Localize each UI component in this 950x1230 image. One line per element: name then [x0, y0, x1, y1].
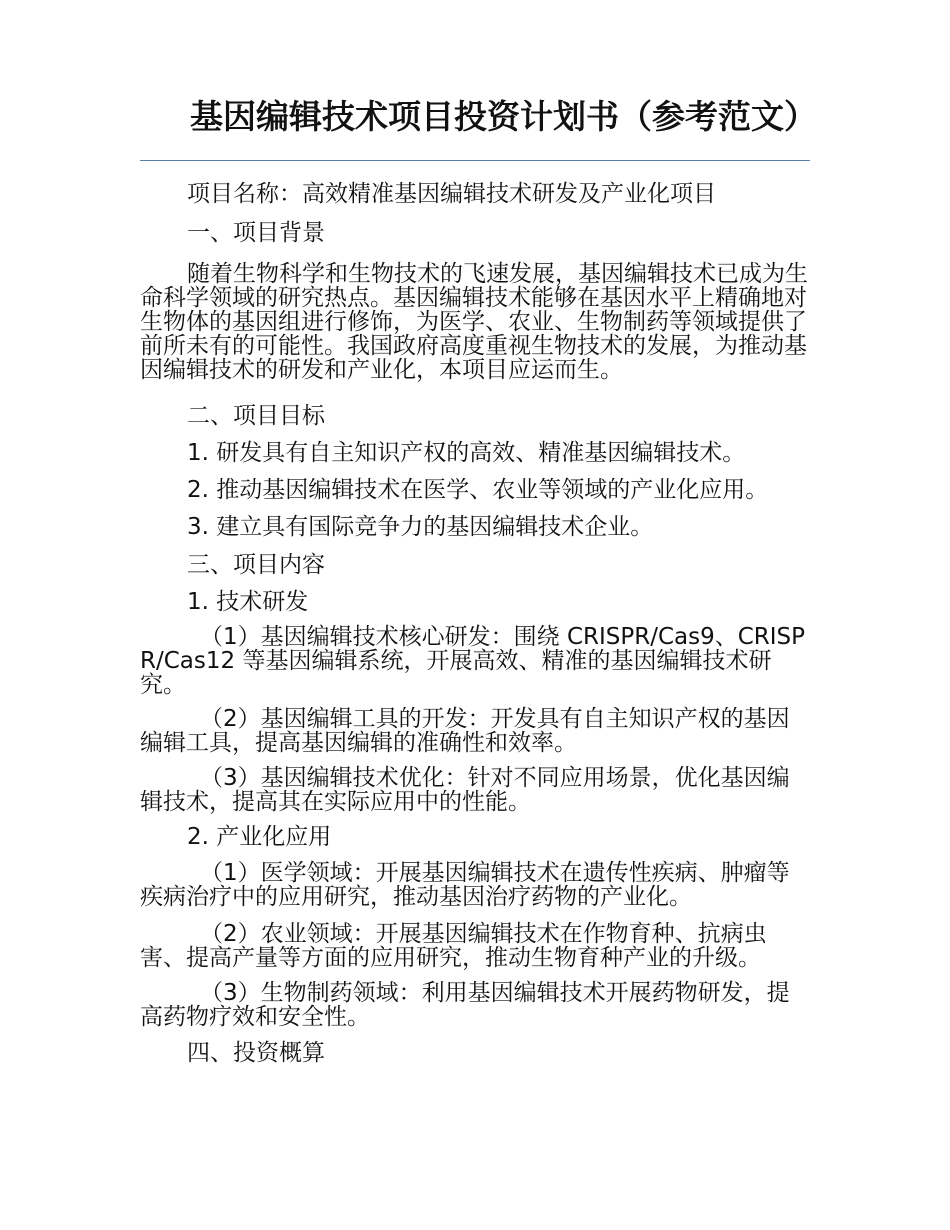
section-heading-content: 三、项目内容: [187, 552, 325, 578]
section-heading-goals: 二、项目目标: [187, 403, 325, 429]
section-heading-background: 一、项目背景: [187, 220, 325, 246]
background-paragraph: 随着生物科学和生物技术的飞速发展，基因编辑技术已成为生命科学领域的研究热点。基因编辑技术能够在基因水平上精确地对生物体的基因组进行修饰，为医学、农业、生物制药等领域提供了前所未有的可能性。我国政府高度重视生物技术的发展，为推动基因编辑技术的研发和产业化，本项目应运而生。: [140, 261, 808, 383]
subsection-heading-industry: 2. 产业化应用: [187, 824, 332, 850]
document-title: 基因编辑技术项目投资计划书（参考范文）: [190, 97, 817, 136]
industry-item-1: （1）医学领域：开展基因编辑技术在遗传性疾病、肿瘤等疾病治疗中的应用研究，推动基因治疗药物的产业化。: [140, 860, 790, 910]
goal-item-2: 2. 推动基因编辑技术在医学、农业等领域的产业化应用。: [187, 477, 769, 503]
section-heading-investment: 四、投资概算: [187, 1040, 325, 1066]
rd-item-3: （3）基因编辑技术优化：针对不同应用场景，优化基因编辑技术，提高其在实际应用中的性能。: [140, 765, 790, 815]
goal-item-1: 1. 研发具有自主知识产权的高效、精准基因编辑技术。: [187, 440, 746, 466]
rd-item-2: （2）基因编辑工具的开发：开发具有自主知识产权的基因编辑工具，提高基因编辑的准确性和效率。: [140, 706, 790, 756]
goal-item-3: 3. 建立具有国际竞争力的基因编辑技术企业。: [187, 514, 654, 540]
subsection-heading-rd: 1. 技术研发: [187, 589, 309, 615]
rd-item-1: （1）基因编辑技术核心研发：围绕 CRISPR/Cas9、CRISPR/Cas12 等基因编辑系统，开展高效、精准的基因编辑技术研究。: [140, 624, 806, 698]
industry-item-3: （3）生物制药领域：利用基因编辑技术开展药物研发，提高药物疗效和安全性。: [140, 980, 790, 1030]
title-divider: [140, 160, 810, 161]
project-name: 项目名称：高效精准基因编辑技术研发及产业化项目: [187, 181, 716, 207]
industry-item-2: （2）农业领域：开展基因编辑技术在作物育种、抗病虫害、提高产量等方面的应用研究，推动生物育种产业的升级。: [140, 921, 767, 971]
